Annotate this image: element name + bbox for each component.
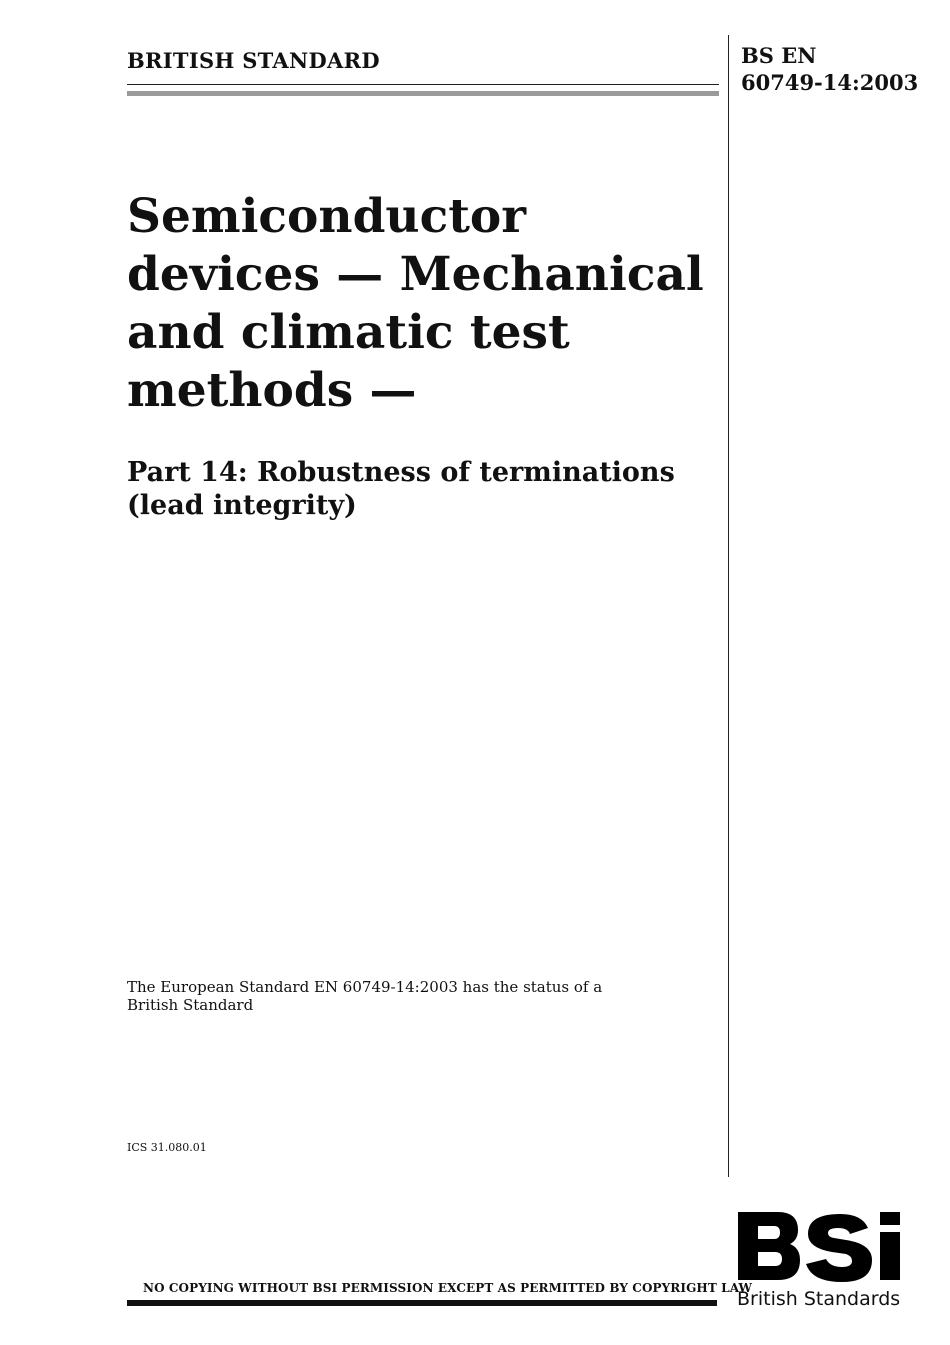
header-divider-thick: [127, 91, 719, 96]
document-type-label: BRITISH STANDARD: [127, 48, 380, 73]
part-title-line-2: (lead integrity): [127, 490, 357, 521]
document-part-title: [127, 456, 717, 522]
standard-number-line-1: BS EN: [741, 43, 817, 68]
standard-number-line-2: 60749-14:2003: [741, 70, 919, 95]
footer-divider: [127, 1300, 717, 1306]
title-line-1: Semiconductor: [127, 189, 527, 244]
status-line-1: The European Standard EN 60749-14:2003 has the status of a: [127, 978, 603, 996]
title-line-3: and climatic test: [127, 305, 570, 360]
standard-number: [741, 42, 918, 96]
bsi-logo-mark: [736, 1210, 904, 1290]
bsi-logo-caption: British Standards: [737, 1288, 901, 1310]
title-line-4: methods —: [127, 363, 417, 418]
ics-code: ICS 31.080.01: [127, 1141, 207, 1154]
copyright-notice: NO COPYING WITHOUT BSI PERMISSION EXCEPT AS PERMITTED BY COPYRIGHT LAW: [143, 1281, 753, 1295]
status-statement: [127, 978, 602, 1014]
header-divider-thin: [127, 84, 719, 85]
document-title: [127, 188, 717, 420]
title-line-2: devices — Mechanical: [127, 247, 704, 302]
part-title-line-1: Part 14: Robustness of terminations: [127, 457, 675, 488]
status-line-2: British Standard: [127, 996, 254, 1014]
vertical-divider: [728, 35, 729, 1177]
